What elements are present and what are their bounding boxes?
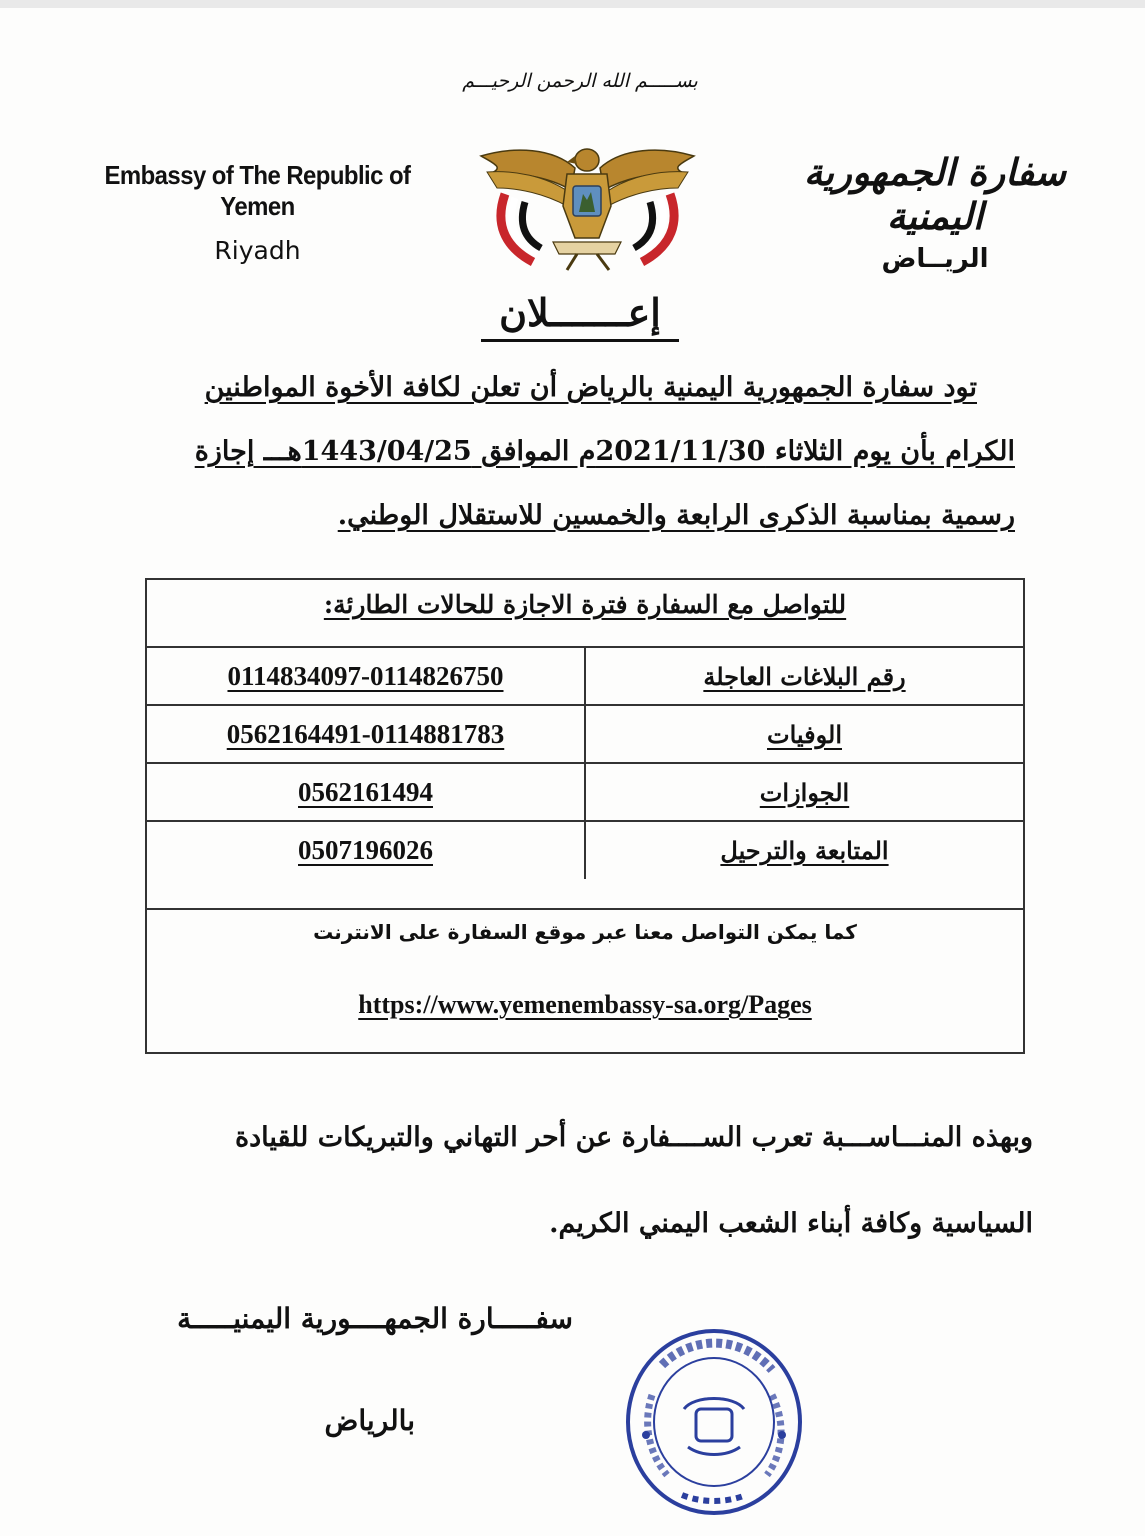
notice-line-1: تود سفارة الجمهورية اليمنية بالرياض أن تعلن لكافة الأخوة المواطنين — [204, 372, 977, 403]
top-edge — [0, 0, 1145, 8]
announcement-title-text: إعـــــــلان — [481, 290, 679, 342]
closing-line-2: السياسية وكافة أبناء الشعب اليمني الكريم. — [549, 1208, 1033, 1239]
table-row — [147, 647, 1023, 705]
contact-label-cell — [585, 647, 1023, 705]
contact-label-cell — [585, 763, 1023, 821]
bismillah: بســـــم الله الرحمن الرحيـــم — [462, 70, 698, 92]
deaths-number: 0562164491-0114881783 — [226, 718, 505, 749]
passports-number: 0562161494 — [298, 776, 433, 807]
urgent-reports-label: رقم البلاغات العاجلة — [703, 661, 906, 691]
signature-city: بالرياض — [324, 1404, 415, 1437]
closing-line-1: وبهذه المنـــاســـبة تعرب الســــفارة عن أحر التهاني والتبريكات للقيادة — [234, 1122, 1033, 1153]
contact-label-cell — [585, 705, 1023, 763]
table-row — [147, 821, 1023, 879]
website-note: كما يمكن التواصل معنا عبر موقع السفارة على الانترنت — [313, 920, 857, 944]
contact-label-cell — [585, 821, 1023, 879]
embassy-seal-stamp-icon — [622, 1325, 807, 1520]
notice-line-3: رسمية بمناسبة الذكرى الرابعة والخمسين للاستقلال الوطني. — [337, 500, 1015, 531]
website-section — [147, 908, 1023, 1056]
table-row — [147, 705, 1023, 763]
phone-number-cell — [147, 821, 585, 879]
notice-line-2: الكرام بأن يوم الثلاثاء 2021/11/30م الموافق 1443/04/25هـــ إجازة — [194, 436, 1015, 467]
website-link[interactable]: https://www.yemenembassy-sa.org/Pages — [358, 990, 812, 1019]
passports-label: الجوازات — [759, 777, 850, 807]
table-row — [147, 763, 1023, 821]
yemen-eagle-emblem-icon — [475, 142, 700, 274]
arabic-letterhead — [760, 150, 1110, 274]
phone-number-cell — [147, 647, 585, 705]
english-letterhead — [70, 160, 445, 265]
english-embassy-name: Embassy of The Republic of Yemen — [104, 160, 411, 221]
contacts-table — [147, 646, 1023, 879]
english-city: Riyadh — [214, 236, 301, 265]
phone-number-cell — [147, 705, 585, 763]
deaths-label: الوفيات — [767, 719, 842, 749]
phone-number-cell — [147, 763, 585, 821]
arabic-city: الريــاض — [881, 244, 989, 274]
announcement-title — [440, 290, 720, 335]
follow-up-number: 0507196026 — [298, 835, 433, 865]
follow-up-label: المتابعة والترحيل — [720, 836, 889, 865]
urgent-reports-number: 0114834097-0114826750 — [227, 660, 504, 691]
signature-embassy: سفـــــارة الجمهــــورية اليمنيـــــة — [177, 1302, 573, 1335]
emergency-contacts-box — [145, 578, 1025, 1054]
contacts-heading: للتواصل مع السفارة فترة الاجازة للحالات الطارئة: — [323, 590, 847, 619]
arabic-embassy-name: سفارة الجمهورية اليمنية — [803, 150, 1067, 238]
